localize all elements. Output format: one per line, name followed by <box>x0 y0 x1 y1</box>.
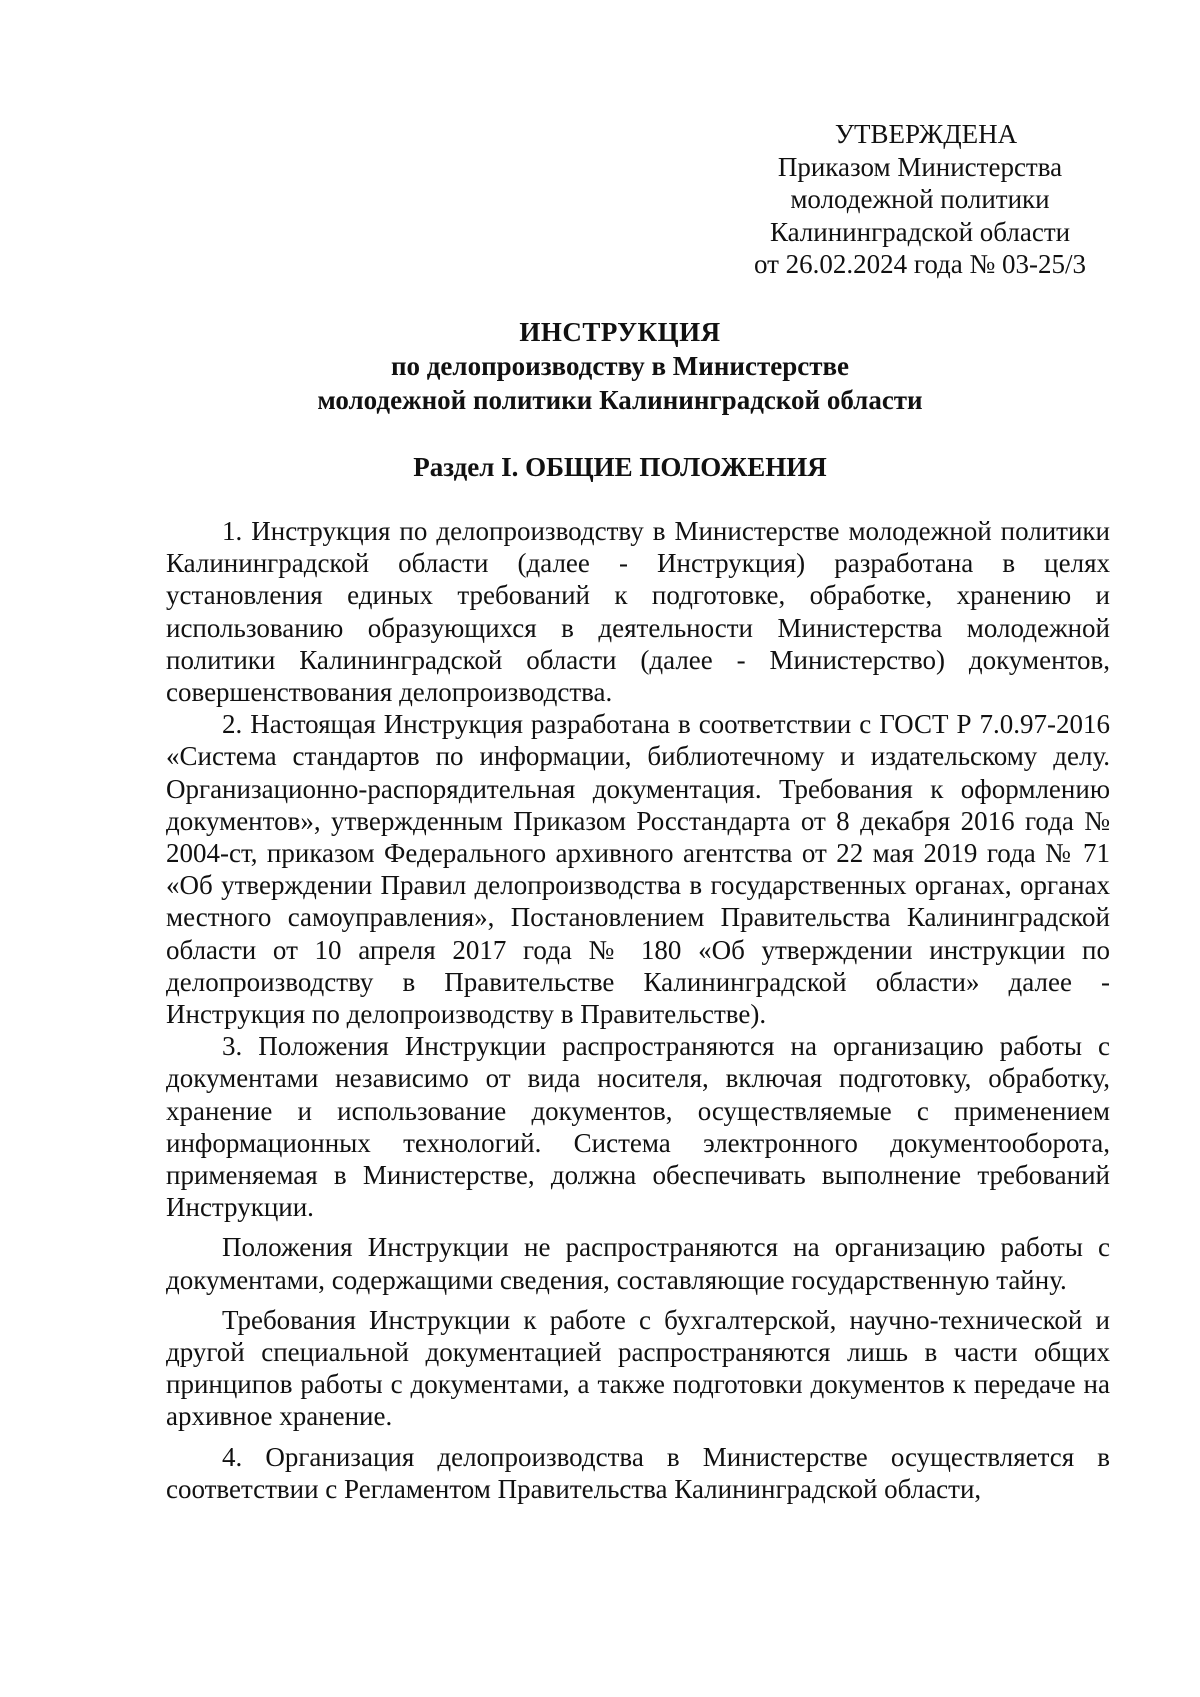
paragraph-2: 2. Настоящая Инструкция разработана в соответствии с ГОСТ Р 7.0.97-2016 «Система стандартов по информации, библиотечному и издательскому делу. Организационно-распорядительная документация. Требования к оформлению документов», утвержденным Приказом Росстандарта от 8 декабря 2016 года № 2004-ст, приказом Федерального архивного агентства от 22 мая 2019 года № 71 «Об утверждении Правил делопроизводства в государственных органах, органах местного самоуправления», Постановлением Правительства Калининградской области от 10 апреля 2017 года № 180 «Об утверждении инструкции по делопроизводству в Правительстве Калининградской области» далее - Инструкция по делопроизводству в Правительстве). <box>166 709 1110 1030</box>
document-body <box>166 515 1110 1505</box>
approval-status: УТВЕРЖДЕНА <box>834 119 1018 149</box>
approval-ministry-line: молодежной политики <box>790 184 1050 214</box>
approval-order-line: Приказом Министерства <box>777 151 1063 182</box>
title-main: ИНСТРУКЦИЯ <box>519 317 721 347</box>
paragraph-3: 3. Положения Инструкции распространяются на организацию работы с документами независимо от вида носителя, включая подготовку, обработку, хранение и использование документов, осуществляемые с применением информационных технологий. Система электронного документооборота, применяемая в Министерстве, должна обеспечивать выполнение требований Инструкции. <box>166 1031 1110 1223</box>
approval-stamp-block <box>740 118 1100 281</box>
title-subline-2: молодежной политики Калининградской области <box>317 385 923 415</box>
section-heading: Раздел I. ОБЩИЕ ПОЛОЖЕНИЯ <box>413 452 827 482</box>
approval-region-line: Калининградской области <box>769 216 1071 247</box>
title-subline-1: по делопроизводству в Министерстве <box>390 351 850 381</box>
paragraph-3-continuation-2: Требования Инструкции к работе с бухгалтерской, научно-технической и другой специальной документацией распространяются лишь в части общих принципов работы с документами, а также подготовки документов к передаче на архивное хранение. <box>166 1304 1110 1432</box>
document-title <box>160 315 1080 417</box>
approval-date-number: от 26.02.2024 года № 03-25/3 <box>753 249 1087 279</box>
paragraph-3-continuation-1: Положения Инструкции не распространяются на организацию работы с документами, содержащими сведения, составляющие государственную тайну. <box>166 1232 1110 1295</box>
paragraph-1: 1. Инструкция по делопроизводству в Министерстве молодежной политики Калининградской области (далее - Инструкция) разработана в целях установления единых требований к подготовке, обработке, хранению и использованию образующихся в деятельности Министерства молодежной политики Калининградской области (далее - Министерство) документов, совершенствования делопроизводства. <box>166 516 1110 708</box>
paragraph-4: 4. Организация делопроизводства в Министерстве осуществляется в соответствии с Регламентом Правительства Калининградской области, <box>166 1441 1110 1504</box>
